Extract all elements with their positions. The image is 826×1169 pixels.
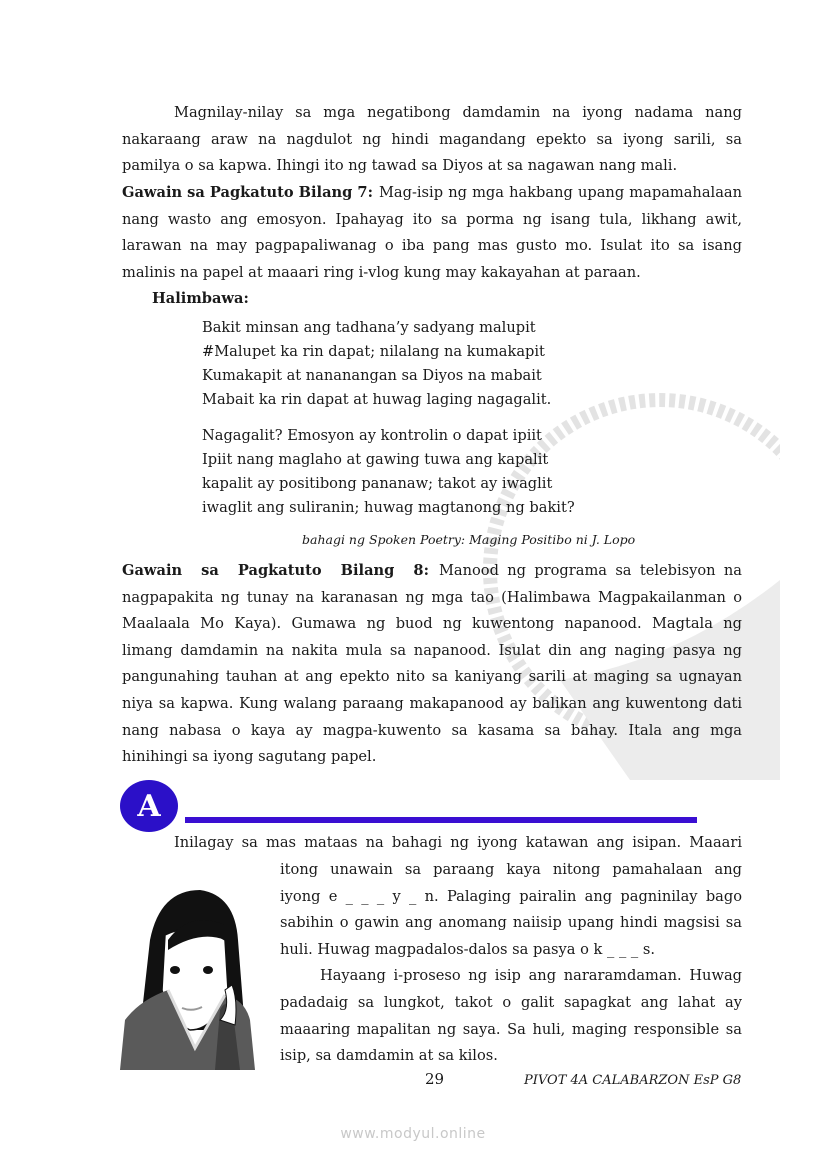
section-divider-bar — [185, 817, 697, 823]
section-a-first-line — [174, 830, 742, 857]
text-line: Hayaang i-proseso ng isip ang nararamdaman. Huwag — [320, 967, 742, 985]
text-line: nang wasto ang emosyon. Ipahayag ito sa porma ng isang tula, likhang awit, — [122, 210, 742, 228]
text-line: larawan na may pagpapaliwanag o iba pang mas gusto mo. Isulat ito sa isang — [122, 237, 742, 255]
text-line: hinihingi sa iyong sagutang papel. — [122, 748, 377, 766]
gawain-7 — [122, 180, 742, 313]
poem-line: Nagagalit? Emosyon ay kontrolin o dapat ipiit — [202, 427, 542, 444]
page-number: 29 — [425, 1070, 445, 1088]
text-line: isip, sa damdamin at sa kilos. — [280, 1047, 498, 1065]
text-line: Magnilay-nilay sa mga negatibong damdamin na iyong nadama nang — [174, 104, 742, 121]
poem-line: kapalit ay positibong pananaw; takot ay iwaglit — [202, 475, 553, 492]
poem-line: iwaglit ang suliranin; huwag magtanong ng bakit? — [202, 499, 575, 516]
poem-line: Kumakapit at nananangan sa Diyos na mabait — [202, 367, 542, 384]
text-line: itong unawain sa paraang kaya nitong pamahalaan ang — [280, 861, 742, 878]
text-line: Maalaala Mo Kaya). Gumawa ng buod ng kuwentong napanood. Magtala ng — [122, 615, 742, 633]
gawain-8 — [122, 558, 742, 771]
poem-line: Ipiit nang maglaho at gawing tuwa ang kapalit — [202, 451, 549, 468]
poem-line: Bakit minsan ang tadhana’y sadyang malupit — [202, 319, 536, 336]
text-line: nagpapakita ng tunay na karanasan ng mga tao (Halimbawa Magpakailanman o — [122, 588, 742, 606]
poem-line: #Malupet ka rin dapat; nilalang na kumakapit — [202, 343, 545, 360]
thinking-girl-illustration — [120, 880, 270, 1070]
text-line: Inilagay sa mas mataas na bahagi ng iyong katawan ang isipan. Maaari — [174, 834, 742, 851]
text-line: padadaig sa lungkot, takot o galit sapagkat ang lahat ay — [280, 993, 742, 1011]
module-label: PIVOT 4A CALABARZON EsP G8 — [524, 1073, 742, 1088]
poem-stanza-1 — [202, 316, 575, 412]
poem — [202, 316, 575, 520]
text-line: pangunahing tauhan at ang epekto nito sa kaniyang sarili at maging sa ugnayan — [122, 668, 742, 686]
example-label: Halimbawa: — [152, 290, 249, 308]
text-line: sabihin o gawin ang anomang naiisip upang hindi magsisi sa — [280, 914, 742, 932]
text-line: Mag-isip ng mga hakbang upang mapamahalaan — [378, 184, 742, 201]
text-line: pamilya o sa kapwa. Ihingi ito ng tawad sa Diyos at sa nagawan nang mali. — [122, 157, 678, 175]
text-line: niya sa kapwa. Kung walang paraang makapanood ay balikan ang kuwentong dati — [122, 694, 742, 712]
poem-stanza-2 — [202, 424, 575, 520]
text-line: nang nabasa o kaya ay magpa-kuwento sa kasama sa bahay. Itala ang mga — [122, 721, 742, 739]
text-line: limang damdamin na nakita mula sa napanood. Isulat din ang naging pasya ng — [122, 641, 742, 659]
site-watermark: www.modyul.online — [340, 1126, 486, 1142]
text-line: malinis na papel at maaari ring i-vlog kung may kakayahan at paraan. — [122, 263, 641, 281]
section-a-paragraph — [280, 857, 742, 1070]
text-line: Manood ng programa sa telebisyon na — [438, 562, 742, 579]
text-line: nakaraang araw na nagdulot ng hindi magandang epekto sa iyong sarili, sa — [122, 130, 742, 148]
text-line: maaaring mapalitan ng saya. Sa huli, maging responsible sa — [280, 1020, 742, 1038]
text-line: iyong e _ _ _ y _ n. Palaging pairalin ang pagninilay bago — [280, 887, 742, 905]
text-line: huli. Huwag magpadalos-dalos sa pasya o k _ _ _ s. — [280, 940, 655, 958]
gawain-7-heading: Gawain sa Pagkatuto Bilang 7: — [122, 184, 373, 201]
section-a-badge: A — [120, 780, 178, 832]
poem-line: Mabait ka rin dapat at huwag laging nagagalit. — [202, 391, 552, 408]
poem-attribution: bahagi ng Spoken Poetry: Maging Positibo ni J. Lopo — [302, 532, 636, 547]
gawain-8-heading: Gawain sa Pagkatuto Bilang 8: — [122, 562, 429, 579]
intro-paragraph — [122, 100, 742, 180]
